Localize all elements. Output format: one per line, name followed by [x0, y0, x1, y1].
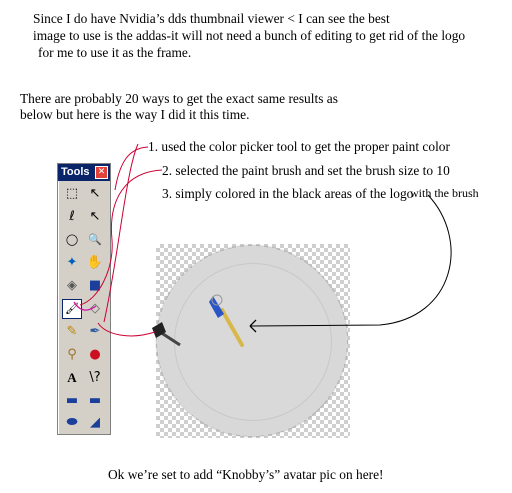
tools-titlebar[interactable]: [58, 164, 110, 181]
zoom-icon[interactable]: 🔍: [88, 233, 102, 246]
color-picker-icon[interactable]: ✒: [89, 324, 101, 339]
gradient-icon[interactable]: ■: [88, 278, 102, 293]
paintbrush-icon[interactable]: 🖌: [62, 299, 82, 319]
ellipse-icon[interactable]: ⬬: [66, 415, 78, 430]
move-selection-icon[interactable]: ↖: [89, 186, 101, 201]
intro-line-1: Since I do have Nvidia’s dds thumbnail viewer < I can see the best: [33, 11, 390, 26]
eraser-icon[interactable]: ◇: [90, 301, 100, 316]
line-curve-icon[interactable]: \?: [89, 370, 101, 385]
lasso-select-icon[interactable]: ℓ: [69, 209, 75, 224]
step-1-text: 1. used the color picker tool to get the proper paint color: [148, 139, 450, 154]
clone-stamp-icon[interactable]: ⚲: [67, 347, 77, 362]
step-3-text: 3. simply colored in the black areas of the logo: [162, 186, 414, 201]
intro-line-2: image to use is the addas-it will not need a bunch of editing to get rid of the logo: [33, 28, 466, 43]
tools-palette: [57, 163, 111, 435]
rounded-rectangle-icon[interactable]: ▬: [88, 393, 102, 408]
frame-inner-disc: [174, 263, 332, 421]
intro-line-3: for me to use it as the frame.: [38, 45, 192, 60]
magic-wand-icon[interactable]: ✦: [66, 255, 78, 270]
step-3-suffix: with the brush: [410, 186, 479, 200]
intro-line-5: below but here is the way I did it this time.: [20, 107, 250, 122]
freeform-shape-icon[interactable]: ◢: [90, 415, 100, 430]
paint-bucket-icon[interactable]: ◈: [67, 278, 77, 293]
recolor-icon[interactable]: ●: [89, 347, 101, 362]
close-icon[interactable]: ✕: [95, 166, 108, 179]
intro-line-4: There are probably 20 ways to get the exact same results as: [20, 91, 338, 106]
pencil-icon[interactable]: ✎: [66, 324, 78, 339]
rectangle-icon[interactable]: ▬: [65, 393, 79, 408]
pan-icon[interactable]: ✋: [86, 255, 104, 270]
move-selected-pixels-icon[interactable]: ↖: [89, 209, 101, 224]
tools-title: Tools: [61, 166, 90, 178]
step-2-text: 2. selected the paint brush and set the brush size to 10: [162, 163, 450, 178]
rectangle-select-icon[interactable]: ⬚: [65, 186, 79, 201]
ellipse-select-icon[interactable]: ◯: [65, 233, 79, 246]
text-tool-icon[interactable]: A: [67, 370, 77, 385]
footer-text: Ok we’re set to add “Knobby’s” avatar pic on here!: [108, 467, 384, 482]
